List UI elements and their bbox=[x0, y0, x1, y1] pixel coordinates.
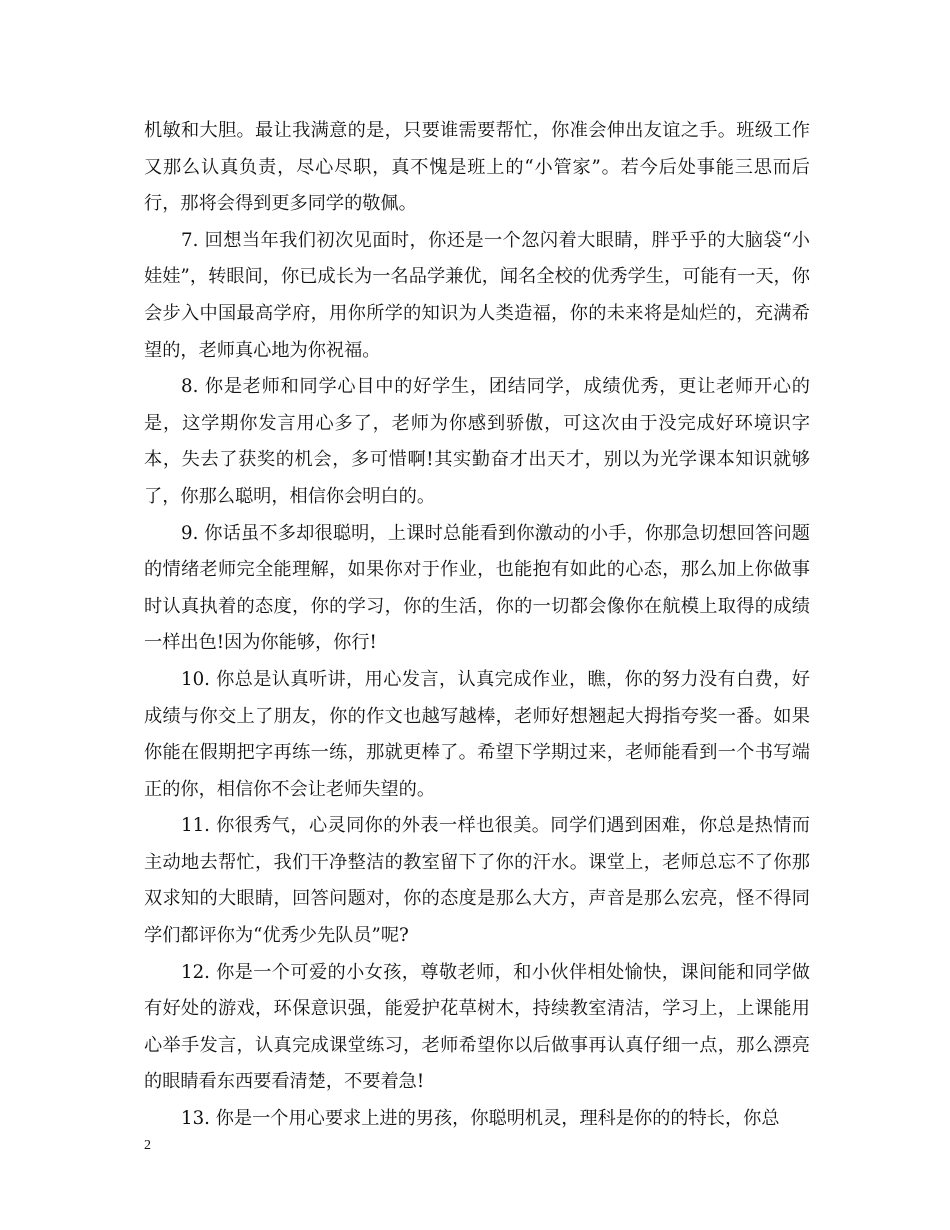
paragraph-item-13: 13. 你是一个用心要求上进的男孩，你聪明机灵，理科是你的的特长，你总 bbox=[181, 1108, 780, 1130]
paragraph-item-7: 7. 回想当年我们初次见面时，你还是一个忽闪着大眼睛，胖乎乎的大脑袋“小娃娃”，转眼间，你已成长为一名品学兼优，闻名全校的优秀学生，可能有一天，你会步入中国最高学府，用你所学的知识为人类造福，你的未来将是灿烂的，充满希望的，老师真心地为你祝福。 bbox=[144, 229, 810, 361]
paragraph-item-8: 8. 你是老师和同学心目中的好学生，团结同学，成绩优秀，更让老师开心的是，这学期你发言用心多了，老师为你感到骄傲，可这次由于没完成好环境识字本，失去了获奖的机会，多可惜啊!其实勤奋才出天才，别以为光学课本知识就够了，你那么聪明，相信你会明白的。 bbox=[144, 376, 810, 507]
page-number: 2 bbox=[144, 1138, 151, 1153]
paragraph-item-9: 9. 你话虽不多却很聪明，上课时总能看到你激动的小手，你那急切想回答问题的情绪老师完全能理解，如果你对于作业，也能抱有如此的心态，那么加上你做事时认真执着的态度，你的学习，你的生活，你的一切都会像你在航模上取得的成绩一样出色!因为你能够，你行! bbox=[144, 522, 810, 654]
paragraph-item-12: 12. 你是一个可爱的小女孩，尊敬老师，和小伙伴相处愉快，课间能和同学做有好处的游戏，环保意识强，能爱护花草树木，持续教室清洁，学习上，上课能用心举手发言，认真完成课堂练习，老师希望你以后做事再认真仔细一点，那么漂亮的眼睛看东西要看清楚，不要着急! bbox=[144, 961, 810, 1093]
paragraph-item-10: 10. 你总是认真听讲，用心发言，认真完成作业，瞧，你的努力没有白费，好成绩与你交上了朋友，你的作文也越写越棒，老师好想翘起大拇指夸奖一番。如果你能在假期把字再练一练，那就更棒了。希望下学期过来，老师能看到一个书写端正的你，相信你不会让老师失望的。 bbox=[144, 668, 810, 800]
paragraph-item-11: 11. 你很秀气，心灵同你的外表一样也很美。同学们遇到困难，你总是热情而主动地去帮忙，我们干净整洁的教室留下了你的汗水。课堂上，老师总忘不了你那双求知的大眼睛，回答问题对，你的态度是那么大方，声音是那么宏亮，怪不得同学们都评你为“优秀少先队员”呢? bbox=[144, 815, 810, 947]
paragraph-continuation: 机敏和大胆。最让我满意的是，只要谁需要帮忙，你准会伸出友谊之手。班级工作又那么认真负责，尽心尽职，真不愧是班上的“小管家”。若今后处事能三思而后行，那将会得到更多同学的敬佩。 bbox=[144, 120, 810, 215]
document-body bbox=[144, 113, 810, 1138]
